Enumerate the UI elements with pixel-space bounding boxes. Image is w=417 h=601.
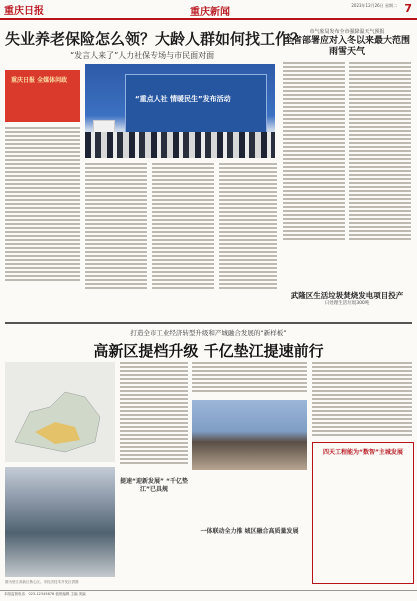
story2-headline: 全省部署应对入冬以来最大范围雨雪天气 — [283, 36, 410, 57]
story1-column-2 — [85, 163, 147, 291]
stage-banner — [125, 74, 267, 136]
story4-column-3 — [312, 362, 412, 438]
story4-headline: 高新区提档升级 千亿垫江提速前行 — [93, 342, 324, 360]
promo-ad-text: 重庆日报 全媒体问政 — [11, 77, 68, 84]
promo-ad — [5, 70, 80, 122]
story4-kicker: 打造全市工业经济转型升级和产城融合发展的“新样板” — [130, 329, 287, 337]
story1-column-1 — [5, 127, 80, 283]
story2-column-2 — [349, 62, 411, 242]
story3-headline: 武隆区生活垃圾焚烧发电项目投产 — [290, 291, 404, 300]
masthead — [0, 0, 417, 20]
district-map — [5, 362, 115, 462]
page-footer — [0, 590, 417, 601]
newspaper-logo: 重庆日报 — [4, 6, 44, 17]
story1-headline: 失业养老保险怎么领？大龄人群如何找工作？ — [5, 30, 306, 48]
story4-midtitle: 提速“迎新发展” “千亿垫江”已具规 — [120, 478, 188, 493]
story1-column-4 — [219, 163, 277, 291]
photo-caption: 图为垫江高新区核心区。市经济技术开发区供图 — [5, 580, 79, 584]
sidebar-title: 四天工程能为“数智”主城发展 — [323, 449, 403, 456]
footer-text: 本版监督电话：023-12345678 值班编辑 主编 美编 — [4, 592, 86, 596]
story2-kicker: 市气象局发布全市强降温天气预报 — [309, 29, 385, 35]
story4-column-2 — [192, 362, 307, 394]
story4-midtitle-2: 一体联动全力推 城区融合高质量发展 — [200, 528, 299, 535]
story4-column-1 — [120, 362, 188, 466]
story1-subhead: “发言人来了”人力社保专场与市民面对面 — [70, 51, 215, 60]
issue-date: 2023年12月26日 星期二 — [351, 3, 397, 8]
sidebar-box — [312, 442, 414, 584]
section-title: 重庆新闻 — [190, 7, 230, 18]
industrial-park-photo — [192, 400, 307, 470]
page-number: 7 — [404, 2, 412, 15]
map-graphic — [5, 362, 115, 462]
audience — [85, 132, 275, 158]
banner-text: “重点人社 情暖民生”发布活动 — [135, 95, 231, 103]
section-divider — [5, 322, 412, 324]
press-conference-photo — [85, 64, 275, 158]
story2-column-1 — [283, 62, 345, 242]
story1-column-3 — [152, 163, 214, 291]
story3-subhead: 日处理生活垃圾300吨 — [324, 301, 370, 306]
aerial-photo — [5, 467, 115, 577]
